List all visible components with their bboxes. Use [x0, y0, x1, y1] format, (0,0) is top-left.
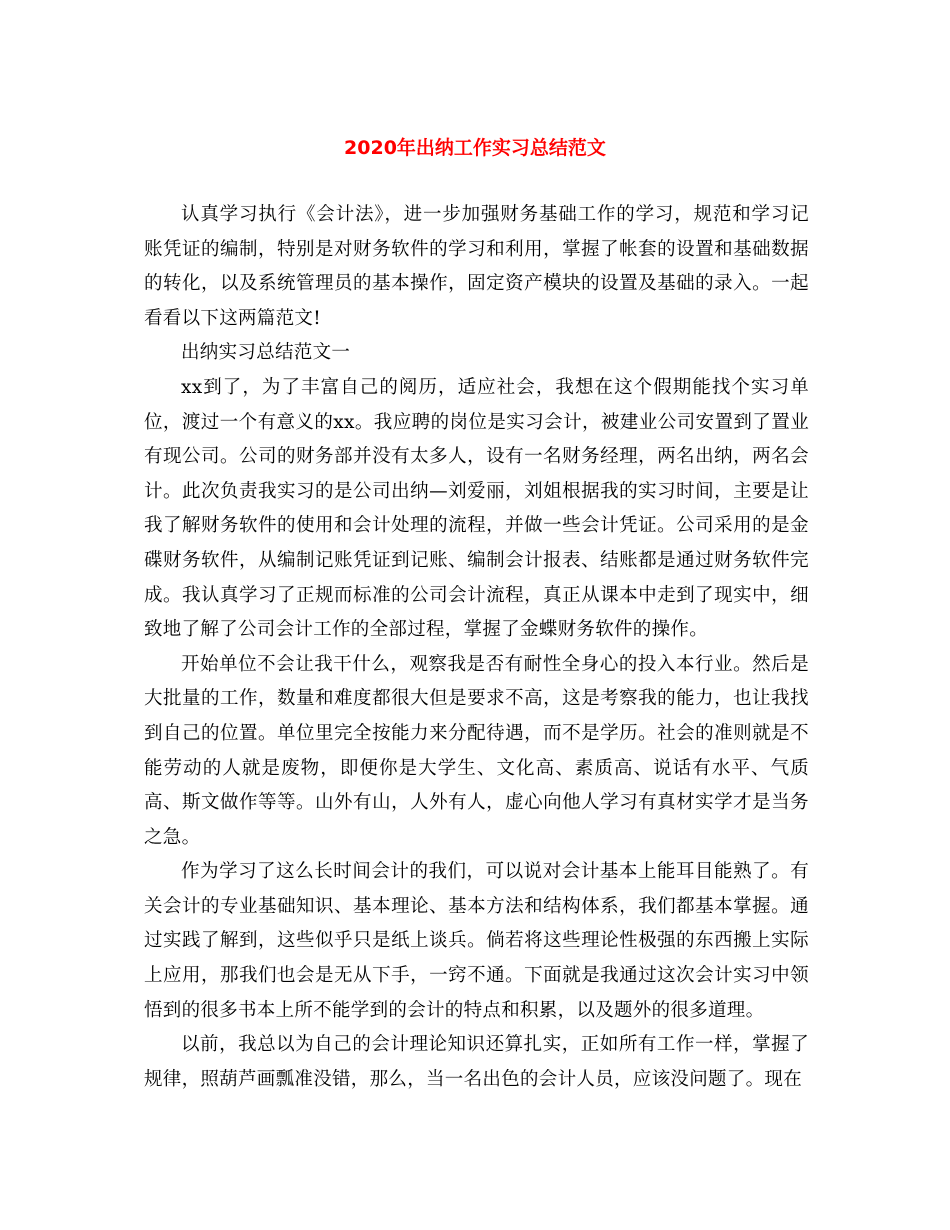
- paragraph: 以前，我总以为自己的会计理论知识还算扎实，正如所有工作一样，掌握了规律，照葫芦画瓢准没错，那么，当一名出色的会计人员，应该没问题了。现在: [144, 1034, 809, 1090]
- document-body: [144, 198, 809, 1097]
- section-heading: 出纳实习总结范文一: [181, 342, 351, 364]
- paragraph: xx到了，为了丰富自己的阅历，适应社会，我想在这个假期能找个实习单位，渡过一个有意义的xx。我应聘的岗位是实习会计，被建业公司安置到了置业有现公司。公司的财务部并没有太多人，设有一名财务经理，两名出纳，两名会计。此次负责我实习的是公司出纳—刘爱丽，刘姐根据我的实习时间，主要是让我了解财务软件的使用和会计处理的流程，并做一些会计凭证。公司采用的是金碟财务软件，从编制记账凭证到记账、编制会计报表、结账都是通过财务软件完成。我认真学习了正规而标准的公司会计流程，真正从课本中走到了现实中，细致地了解了公司会计工作的全部过程，掌握了金蝶财务软件的操作。: [144, 376, 809, 641]
- paragraph-intro: 认真学习执行《会计法》，进一步加强财务基础工作的学习，规范和学习记账凭证的编制，特别是对财务软件的学习和利用，掌握了帐套的设置和基础数据的转化，以及系统管理员的基本操作，固定资产模块的设置及基础的录入。一起看看以下这两篇范文!: [144, 204, 809, 329]
- document-title: 2020年出纳工作实习总结范文: [344, 137, 606, 159]
- paragraph: 开始单位不会让我干什么，观察我是否有耐性全身心的投入本行业。然后是大批量的工作，数量和难度都很大但是要求不高，这是考察我的能力，也让我找到自己的位置。单位里完全按能力来分配待遇，而不是学历。社会的准则就是不能劳动的人就是废物，即便你是大学生、文化高、素质高、说话有水平、气质高、斯文做作等等。山外有山，人外有人，虚心向他人学习有真材实学才是当务之急。: [144, 653, 809, 848]
- paragraph: 作为学习了这么长时间会计的我们，可以说对会计基本上能耳目能熟了。有关会计的专业基础知识、基本理论、基本方法和结构体系，我们都基本掌握。通过实践了解到，这些似乎只是纸上谈兵。倘若将这些理论性极强的东西搬上实际上应用，那我们也会是无从下手，一窍不通。下面就是我通过这次会计实习中领悟到的很多书本上所不能学到的会计的特点和积累，以及题外的很多道理。: [144, 861, 809, 1021]
